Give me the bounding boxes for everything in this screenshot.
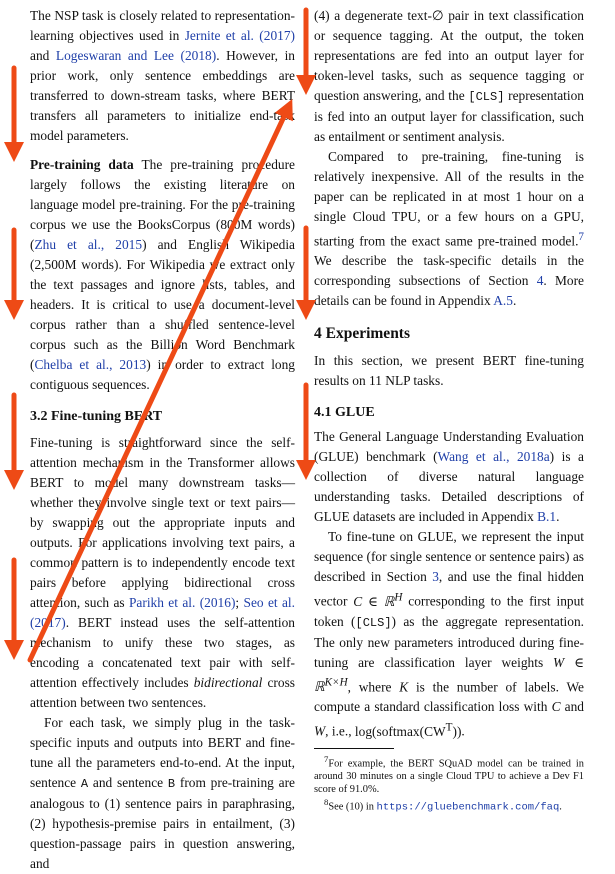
fine-tuning-paragraph bbox=[30, 433, 295, 713]
section-heading-4: 4 Experiments bbox=[314, 325, 411, 343]
text-span: and bbox=[560, 699, 584, 715]
math-token: C bbox=[551, 699, 561, 715]
footnote-7 bbox=[314, 753, 584, 796]
citation-link[interactable]: Logeswaran and Lee (2018) bbox=[55, 48, 217, 63]
math-token: W bbox=[314, 723, 326, 739]
citation-link[interactable]: Zhu et al., 2015 bbox=[34, 237, 143, 252]
section-heading-3-2: 3.2 Fine-tuning BERT bbox=[30, 409, 163, 424]
citation-link[interactable]: Wang et al., 2018a bbox=[437, 449, 550, 465]
text-span: from pre-training are analogous to (1) sentence pairs in paraphrasing, (2) hypothesis-premise pairs in entailment, (3) question-passage pairs in question answering, and bbox=[30, 775, 296, 871]
right-column bbox=[314, 6, 584, 815]
text-span: . bbox=[556, 509, 560, 525]
text-span: We describe the task-specific details in the corresponding subsections of Section bbox=[314, 253, 584, 289]
compared-paragraph bbox=[314, 147, 584, 311]
pretraining-data-paragraph bbox=[30, 155, 295, 395]
experiments-paragraph: In this section, we present BERT fine-tuning results on 11 NLP tasks. bbox=[314, 353, 584, 389]
text-span: The pre-training procedure largely follows the existing literature on language model pre-training. For the pre-training corpus we use the BooksCorpus (800M words) ( bbox=[30, 157, 295, 252]
citation-link[interactable]: Seo et al. (2017) bbox=[30, 595, 295, 630]
text-span: and sentence bbox=[88, 775, 168, 790]
citation-link[interactable]: Parikh et al. (2016) bbox=[128, 595, 236, 610]
text-span: . However, in prior work, only sentence embeddings are transferred to down-stream tasks, where BERT transfers all parameters to initialize end-task model parameters. bbox=[30, 48, 295, 143]
cls-token: [CLS] bbox=[468, 90, 505, 104]
math-token: A bbox=[80, 777, 89, 791]
output-paragraph bbox=[314, 6, 584, 147]
text-span: and bbox=[30, 48, 56, 63]
math-token: W ∈ ℝ bbox=[314, 654, 584, 695]
text-span: Fine-tuning is straightforward since the self-attention mechanism in the Transformer allows BERT to model many downstream tasks—whether they involve single text or text pairs—by swapping out the appropriate inputs and outputs. For applications involving text pairs, a common pattern is to independently encode text pairs before applying bidirectional cross attention, such as bbox=[30, 435, 295, 610]
text-span: , where bbox=[347, 679, 400, 695]
text-span: For each task, we simply plug in the task-specific inputs and outputs into BERT and fine-tune all the parameters end-to-end. At the input, sentence bbox=[30, 715, 295, 790]
math-expression bbox=[354, 721, 465, 739]
section-heading-4-1: 4.1 GLUE bbox=[314, 405, 375, 421]
text-span: ) is a collection of diverse natural language understanding tasks. Detailed descriptions of GLUE datasets are included in Appendix bbox=[314, 449, 584, 525]
math-token: C ∈ ℝ bbox=[353, 593, 395, 609]
math-sup: H bbox=[394, 591, 403, 604]
emphasis-text: bidirectional bbox=[193, 675, 263, 690]
text-span: is the number of labels. We compute a standard classification loss with bbox=[314, 679, 584, 715]
text-span: ; bbox=[235, 595, 244, 610]
footnote-ref[interactable]: 7 bbox=[578, 231, 584, 243]
text-span: cross attention between two sentences. bbox=[30, 675, 295, 710]
math-token: K bbox=[399, 679, 409, 695]
left-column bbox=[30, 6, 295, 874]
text-span: To fine-tune on GLUE, we represent the input sequence (for single sentence or sentence pairs) as described in Section bbox=[314, 529, 584, 585]
citation-link[interactable]: Jernite et al. (2017) bbox=[184, 28, 295, 43]
footnote-text: . bbox=[559, 801, 562, 813]
math-sup: T bbox=[445, 721, 453, 734]
math-token: )) bbox=[452, 723, 462, 739]
text-span: . bbox=[512, 293, 517, 309]
text-span: . bbox=[461, 723, 465, 739]
footnote-marker: 8 bbox=[324, 797, 329, 808]
text-span: ) as the aggregate representation. The only new parameters introduced during fine-tuning are classification layer weights bbox=[314, 613, 584, 670]
paragraph-heading: Pre-training data bbox=[30, 157, 134, 172]
glue-paragraph bbox=[314, 427, 584, 527]
text-span: ) in order to extract long contiguous sequences. bbox=[30, 357, 296, 392]
math-sup: K×H bbox=[324, 676, 348, 689]
cls-token: [CLS] bbox=[355, 615, 392, 630]
section-link[interactable]: 4 bbox=[536, 273, 544, 289]
text-span: . More details can be found in Appendix bbox=[314, 273, 584, 309]
text-span: . BERT instead uses the self-attention mechanism to unify these two stages, as encoding a concatenated text pair with self-attention effectively includes bbox=[30, 615, 295, 690]
text-span: (4) a degenerate text-∅ pair in text classification or sequence tagging. At the output, the token representations are fed into an output layer for token-level tasks, such as sequence tagging or question answering, and the bbox=[314, 8, 584, 103]
footnote-rule bbox=[314, 748, 394, 749]
text-span: , and use the final hidden vector bbox=[314, 569, 584, 609]
footnote-text: For example, the BERT SQuAD model can be trained in around 30 minutes on a single Cloud TPU to achieve a Dev F1 score of 91.0%. bbox=[314, 758, 584, 796]
footnote-text: See (10) in bbox=[328, 801, 377, 813]
text-span: representation is fed into an output layer for classification, such as entailment or sentiment analysis. bbox=[314, 88, 585, 144]
glue-finetune-paragraph bbox=[314, 527, 584, 741]
text-span: The NSP task is closely related to representation-learning objectives used in bbox=[30, 8, 295, 43]
footnote-8 bbox=[314, 796, 584, 814]
nsp-paragraph bbox=[30, 6, 295, 146]
footnote-marker: 7 bbox=[324, 753, 329, 764]
text-span: ) and English Wikipedia (2,500M words). For Wikipedia we extract only the text passages and ignore lists, tables, and headers. It is critical to use a document-level corpus rather than a shuffled sentence-level corpus such as the Billion Word Benchmark ( bbox=[30, 237, 296, 372]
section-link[interactable]: 3 bbox=[432, 569, 439, 585]
appendix-link[interactable]: A.5 bbox=[493, 293, 513, 309]
text-span: corresponding to the first input token ( bbox=[314, 593, 584, 629]
appendix-link[interactable]: B.1 bbox=[537, 509, 557, 525]
url-link[interactable]: https://gluebenchmark.com/faq bbox=[376, 801, 560, 814]
task-plugin-paragraph bbox=[30, 713, 295, 874]
math-expression bbox=[353, 591, 403, 609]
citation-link[interactable]: Chelba et al., 2013 bbox=[34, 357, 147, 372]
math-token: B bbox=[167, 777, 176, 791]
text-span: Compared to pre-training, fine-tuning is relatively inexpensive. All of the results in the paper can be replicated in at most 1 hour on a single Cloud TPU, or a few hours on a GPU, starting from the exact same pre-trained model. bbox=[314, 149, 584, 249]
math-token: log(softmax(CW bbox=[354, 723, 446, 739]
text-span: , i.e., bbox=[325, 723, 355, 739]
text-span: The General Language Understanding Evaluation (GLUE) benchmark ( bbox=[314, 429, 584, 465]
